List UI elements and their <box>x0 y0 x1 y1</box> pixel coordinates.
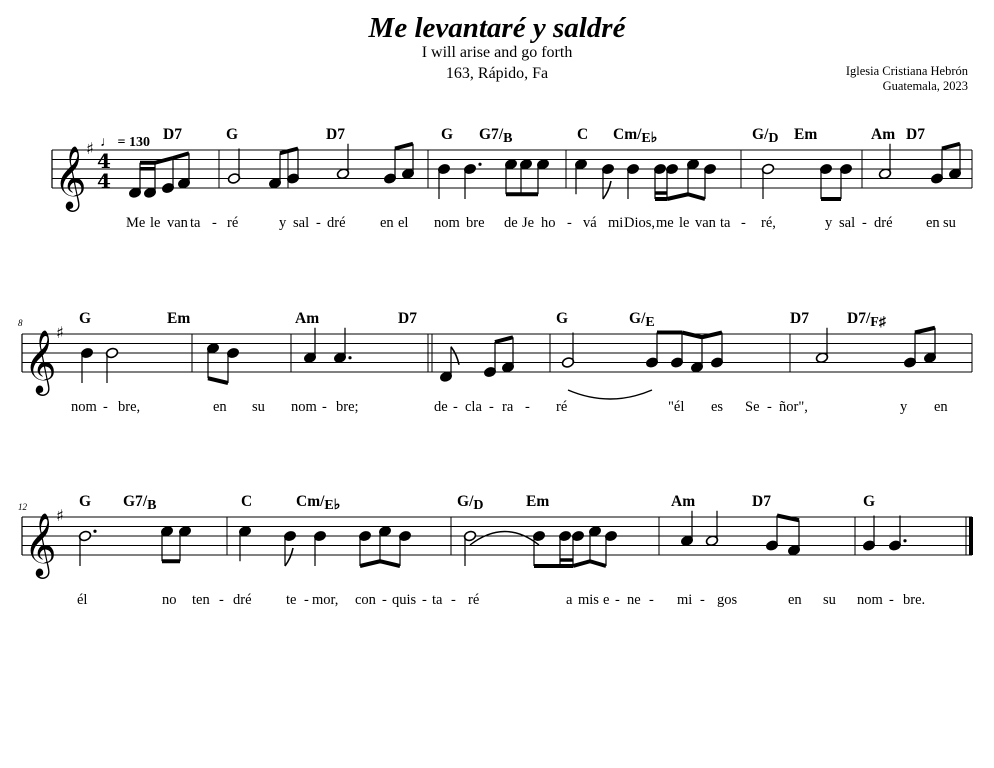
beam <box>495 337 513 342</box>
lyric-syllable: su <box>823 592 836 608</box>
lyric-syllable: mi <box>677 592 693 608</box>
song-title: Me levantaré y saldré <box>368 12 626 44</box>
note <box>303 328 316 364</box>
treble-clef-icon: 𝄞 <box>24 512 57 576</box>
lyric-syllable: - <box>489 399 494 415</box>
treble-clef-icon: 𝄞 <box>24 329 57 393</box>
chord-root: Em <box>167 310 191 327</box>
lyric-syllable: ho <box>541 215 556 231</box>
chord-symbol <box>295 310 319 327</box>
chord-bass: E <box>645 315 655 330</box>
lyric-syllable: - <box>451 592 456 608</box>
lyric-syllable: - <box>304 592 309 608</box>
note <box>238 525 251 561</box>
note <box>536 158 549 194</box>
chord-root: D7 <box>163 126 182 143</box>
beam <box>682 333 702 338</box>
lyric-syllable: ta <box>720 215 731 231</box>
sharp-key-signature-icon: ♯ <box>56 506 64 525</box>
sharp-key-signature-icon: ♯ <box>56 323 64 342</box>
chord-slash: / <box>142 493 148 510</box>
note <box>862 516 875 552</box>
augmentation-dot <box>478 163 481 166</box>
note <box>463 530 476 566</box>
lyric-syllable: Me <box>126 215 146 231</box>
lyric-syllable: - <box>316 215 321 231</box>
song-info: 163, Rápido, Fa <box>445 65 549 82</box>
chord-root: Em <box>794 126 818 143</box>
measure-number: 8 <box>18 318 23 328</box>
chord-symbol <box>752 126 779 146</box>
lyric-syllable: Se <box>745 399 760 415</box>
chord-symbol <box>123 493 156 513</box>
chord-slash: / <box>865 310 871 327</box>
chord-symbol <box>441 126 453 143</box>
lyric-syllable: en <box>788 592 802 608</box>
chord-root: Am <box>671 493 696 510</box>
lyric-syllable: le <box>679 215 690 231</box>
note <box>761 163 774 199</box>
note <box>504 158 521 194</box>
chord-symbol <box>577 126 588 143</box>
lyric-syllable: gos <box>717 592 738 608</box>
lyric-syllable: él <box>77 592 88 608</box>
chord-slash: / <box>498 126 504 143</box>
beam <box>915 328 935 333</box>
chord-slash: / <box>637 126 642 143</box>
note <box>558 530 573 566</box>
note <box>653 163 667 199</box>
beam <box>688 194 705 199</box>
lyric-syllable: ne <box>627 592 641 608</box>
note <box>78 530 96 566</box>
lyric-syllable: sal <box>839 215 856 231</box>
chord-root: C <box>241 493 253 510</box>
note <box>227 149 240 185</box>
note <box>398 530 411 566</box>
note <box>710 333 723 369</box>
lyric-syllable: el <box>398 215 409 231</box>
lyric-syllable: van <box>167 215 188 231</box>
lyric-syllable: de <box>434 399 448 415</box>
chord-symbol <box>163 126 182 143</box>
note <box>463 163 481 199</box>
composer-line-1: Iglesia Cristiana Hebrón <box>845 64 968 78</box>
staff-system-2 <box>18 310 972 415</box>
chord-symbol <box>167 310 190 327</box>
lyric-syllable: nom <box>71 399 97 415</box>
chord-bass: D <box>768 131 779 146</box>
lyric-syllable: bre <box>466 215 485 231</box>
note <box>336 144 349 180</box>
beam <box>380 561 400 566</box>
lyric-syllable: bre; <box>336 399 359 415</box>
chord-symbol <box>790 310 809 327</box>
tie <box>568 390 652 399</box>
note <box>574 158 587 194</box>
staff-system-1 <box>52 126 972 231</box>
chord-bass: B <box>503 131 513 146</box>
chord-symbol <box>671 493 695 510</box>
chord-root: G <box>556 310 569 327</box>
chord-root: D7 <box>398 310 417 327</box>
lyric-syllable: - <box>649 592 654 608</box>
lyric-syllable: mor, <box>312 592 339 608</box>
chord-slash: / <box>320 493 325 510</box>
lyric-syllable: nom <box>434 215 460 231</box>
chord-root: Am <box>871 126 896 143</box>
note-flag <box>285 548 293 566</box>
tempo-marking: ♩ = 130 <box>100 135 150 150</box>
lyric-syllable: Dios, <box>624 215 656 231</box>
chord-root: D7 <box>906 126 925 143</box>
note <box>878 144 891 180</box>
beam <box>173 153 189 158</box>
lyric-syllable: ten <box>192 592 210 608</box>
composer-line-2: Guatemala, 2023 <box>882 79 968 93</box>
chord-bass: F♯ <box>870 315 886 330</box>
lyric-syllable: van <box>695 215 716 231</box>
note <box>333 328 351 364</box>
lyric-syllable: es <box>711 399 724 415</box>
chord-root: G7 <box>479 126 499 143</box>
lyric-syllable: vá <box>583 215 597 231</box>
treble-clef-icon: 𝄞 <box>54 145 87 209</box>
beam <box>667 194 688 199</box>
lyric-syllable: - <box>422 592 427 608</box>
staff-system-3 <box>18 493 973 608</box>
augmentation-dot <box>348 356 351 359</box>
lyric-syllable: - <box>889 592 894 608</box>
note <box>703 163 716 199</box>
lyric-syllable: e <box>603 592 610 608</box>
note <box>439 347 459 383</box>
chord-symbol <box>752 493 771 510</box>
beam <box>777 516 799 521</box>
lyric-syllable: - <box>525 399 530 415</box>
lyric-syllable: - <box>741 215 746 231</box>
lyric-syllable: nom <box>857 592 883 608</box>
lyric-syllable: - <box>615 592 620 608</box>
chord-symbol <box>296 493 340 513</box>
note <box>815 328 828 364</box>
lyric-syllable: sal <box>293 215 310 231</box>
lyric-syllable: bre. <box>903 592 926 608</box>
lyric-syllable: - <box>700 592 705 608</box>
note <box>105 347 118 383</box>
chord-symbol <box>241 493 252 510</box>
note <box>601 163 614 199</box>
lyric-syllable: cla <box>465 399 482 415</box>
time-signature-top: 4 <box>97 149 111 173</box>
beam <box>702 333 722 338</box>
chord-root: Am <box>295 310 320 327</box>
measure-number: 12 <box>18 502 27 512</box>
beam <box>590 561 606 566</box>
chord-slash: / <box>641 310 646 327</box>
note <box>839 163 852 199</box>
note <box>705 511 718 547</box>
beam <box>208 378 228 383</box>
chord-symbol <box>863 493 875 510</box>
chord-symbol <box>226 126 238 143</box>
note <box>923 328 936 364</box>
chord-symbol <box>556 310 568 327</box>
beam <box>155 158 173 163</box>
time-signature-bottom: 4 <box>97 169 111 193</box>
lyric-syllable: ra <box>502 399 514 415</box>
note <box>437 163 450 199</box>
lyric-syllable: dré <box>874 215 893 231</box>
note <box>226 347 239 383</box>
chord-symbol <box>457 493 484 513</box>
note <box>160 525 180 561</box>
lyric-syllable: mi <box>608 215 624 231</box>
chord-root: G <box>79 310 92 327</box>
lyric-syllable: - <box>862 215 867 231</box>
lyric-syllable: nom <box>291 399 317 415</box>
chord-bass: B <box>147 498 157 513</box>
chord-symbol <box>847 310 887 330</box>
lyric-syllable: ré <box>468 592 480 608</box>
note <box>519 158 538 194</box>
lyric-syllable: ré, <box>761 215 776 231</box>
lyric-syllable: te <box>286 592 297 608</box>
chord-root: G <box>457 493 470 510</box>
augmentation-dot <box>93 530 96 533</box>
lyric-syllable: - <box>767 399 772 415</box>
note <box>561 333 574 369</box>
chord-root: G <box>79 493 92 510</box>
chord-root: C <box>577 126 589 143</box>
note <box>283 530 296 566</box>
chord-root: Em <box>526 493 550 510</box>
chord-root: G7 <box>123 493 143 510</box>
lyric-syllable: de <box>504 215 518 231</box>
lyric-syllable: "él <box>668 399 685 415</box>
lyric-syllable: y <box>279 215 287 231</box>
chord-root: Cm <box>296 493 321 510</box>
note <box>177 153 190 189</box>
lyric-syllable: - <box>219 592 224 608</box>
chord-symbol <box>871 126 895 143</box>
chord-symbol <box>613 126 657 146</box>
lyric-syllable: con <box>355 592 376 608</box>
lyric-syllable: su <box>252 399 265 415</box>
lyric-syllable: dré <box>327 215 346 231</box>
chord-root: G <box>863 493 876 510</box>
chord-symbol <box>79 493 91 510</box>
lyric-syllable: ñor", <box>779 399 808 415</box>
chord-slash: / <box>764 126 769 143</box>
beam <box>360 561 380 566</box>
lyric-syllable: - <box>322 399 327 415</box>
song-subtitle: I will arise and go forth <box>421 44 573 61</box>
lyric-syllable: bre, <box>118 399 141 415</box>
chord-root: D7 <box>847 310 866 327</box>
lyric-syllable: mis <box>578 592 599 608</box>
lyric-syllable: en <box>934 399 948 415</box>
note <box>80 347 93 383</box>
note-flag <box>603 181 611 199</box>
chord-bass: D <box>473 498 484 513</box>
note <box>604 530 617 566</box>
lyric-syllable: me <box>656 215 674 231</box>
chord-root: D7 <box>752 493 771 510</box>
sharp-key-signature-icon: ♯ <box>86 139 94 158</box>
chord-symbol <box>526 493 549 510</box>
chord-symbol <box>479 126 512 146</box>
chord-symbol <box>906 126 925 143</box>
lyric-syllable: su <box>943 215 956 231</box>
note <box>501 337 514 373</box>
lyric-syllable: y <box>825 215 833 231</box>
lyric-syllable: ré <box>227 215 239 231</box>
chord-root: D7 <box>790 310 809 327</box>
chord-bass: E♭ <box>324 498 341 513</box>
lyric-syllable: ta <box>432 592 443 608</box>
chord-symbol <box>398 310 417 327</box>
note <box>313 530 326 566</box>
chord-root: G <box>441 126 454 143</box>
beam <box>395 144 413 149</box>
beam <box>942 144 960 149</box>
chord-root: G <box>752 126 765 143</box>
lyric-syllable: dré <box>233 592 252 608</box>
final-barline-thick <box>969 517 973 555</box>
lyric-syllable: - <box>103 399 108 415</box>
lyric-syllable: quis <box>392 592 417 608</box>
chord-root: G <box>629 310 642 327</box>
note <box>680 511 693 547</box>
chord-symbol <box>326 126 345 143</box>
chord-root: G <box>226 126 239 143</box>
chord-root: D7 <box>326 126 345 143</box>
note <box>626 163 639 199</box>
lyric-syllable: - <box>212 215 217 231</box>
note <box>178 525 191 561</box>
lyric-syllable: a <box>566 592 573 608</box>
lyric-syllable: ta <box>190 215 201 231</box>
lyric-syllable: - <box>453 399 458 415</box>
lyric-syllable: no <box>162 592 177 608</box>
tie <box>470 532 539 546</box>
lyric-syllable: le <box>150 215 161 231</box>
lyric-syllable: ré <box>556 399 568 415</box>
beam <box>573 561 590 566</box>
beam <box>280 149 298 154</box>
chord-symbol <box>794 126 817 143</box>
chord-root: Cm <box>613 126 638 143</box>
note <box>401 144 414 180</box>
note <box>948 144 961 180</box>
lyric-syllable: en <box>380 215 394 231</box>
lyric-syllable: en <box>213 399 227 415</box>
lyric-syllable: - <box>382 592 387 608</box>
note <box>787 520 800 556</box>
chord-symbol <box>629 310 655 330</box>
chord-bass: E♭ <box>641 131 658 146</box>
chord-slash: / <box>469 493 474 510</box>
augmentation-dot <box>903 539 906 542</box>
chord-symbol <box>79 310 91 327</box>
lyric-syllable: y <box>900 399 908 415</box>
lyric-syllable: - <box>567 215 572 231</box>
lyric-syllable: Je <box>522 215 535 231</box>
lyric-syllable: en <box>926 215 940 231</box>
